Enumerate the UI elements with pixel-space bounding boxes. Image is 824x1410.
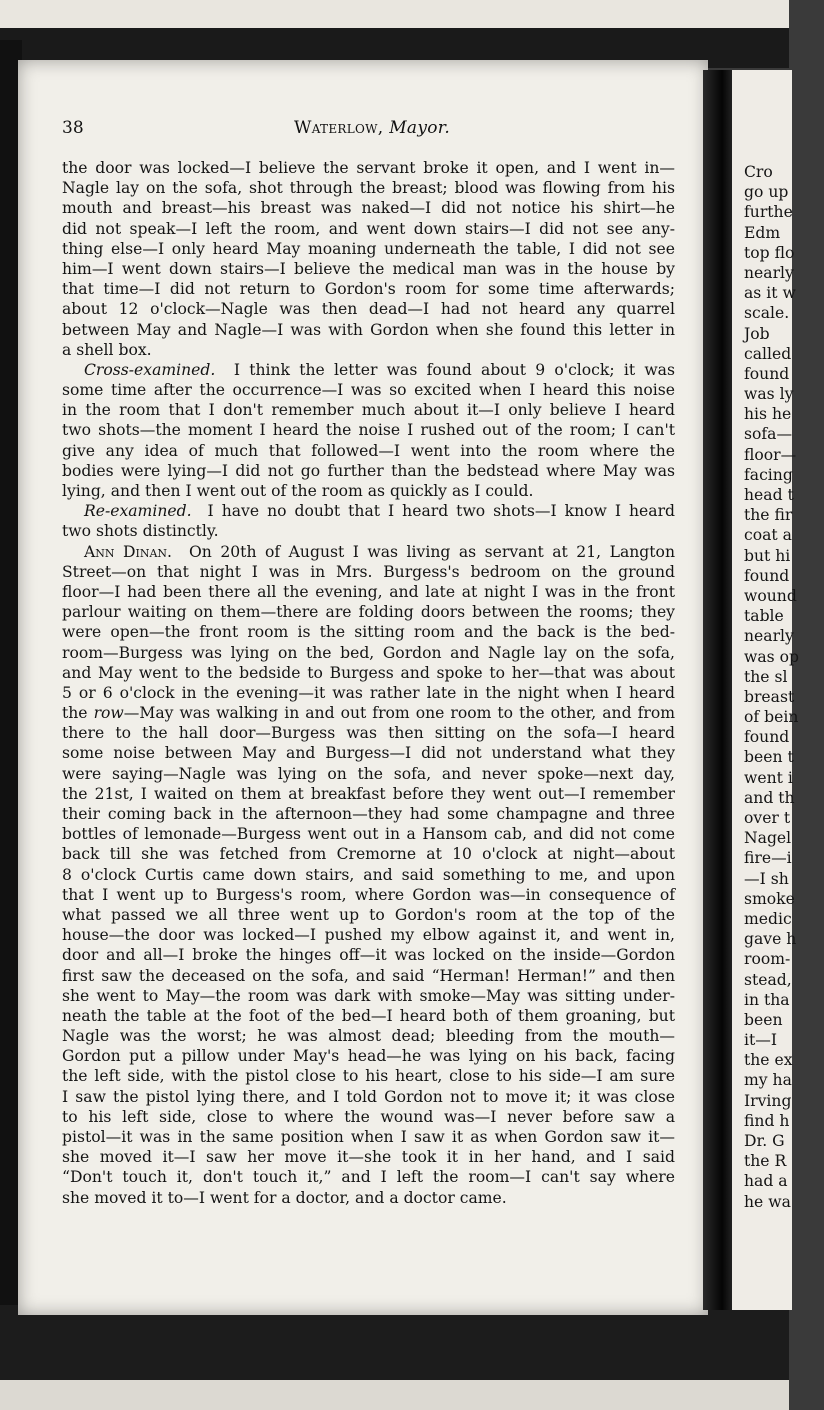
cross-examined-label: Cross-examined.: [84, 360, 216, 379]
right-page-fragment: Cro: [744, 163, 773, 181]
text-line: thing else—I only heard May moaning underneath the table, I did not see: [62, 239, 675, 258]
right-page-fragment: the R: [744, 1152, 787, 1171]
text-line: bottles of lemonade—Burgess went out in a Hansom cab, and did not come: [62, 825, 675, 844]
text-line: were open—the front room is the sitting room and the back is the bed-: [62, 623, 675, 642]
right-page-fragment: furthe: [744, 203, 793, 222]
text-line-content: I think the letter was found about 9 o'clock; it was: [233, 360, 675, 379]
right-page-fragment: my ha: [744, 1071, 792, 1090]
right-page-fragment: Nagel: [744, 829, 792, 848]
text-line: parlour waiting on them—there are folding doors between the rooms; they: [62, 603, 675, 622]
right-page-fragment: had a: [744, 1172, 788, 1191]
text-line: what passed we all three went up to Gordon's room at the top of the: [62, 905, 675, 924]
text-line: the door was locked—I believe the servant broke it open, and I went in—: [62, 159, 675, 177]
book-gutter: [703, 70, 735, 1310]
right-page-fragment: stead,: [744, 970, 792, 989]
right-page-fragment: fire—i: [744, 849, 792, 868]
page-header: [62, 118, 682, 142]
scan-margin-bottom: [0, 1380, 789, 1410]
right-page-fragment: Irving: [744, 1091, 792, 1110]
text-line: lying, and then I went out of the room as quickly as I could.: [62, 482, 534, 500]
right-page-fragment: coat a: [744, 526, 792, 545]
right-page-fragment: the ex: [744, 1051, 793, 1070]
witness-name: Ann Dinan.: [84, 542, 173, 561]
the-word: the: [62, 704, 88, 723]
right-page-fragment: he wa: [744, 1192, 791, 1211]
right-page-fragment: went i: [744, 768, 793, 787]
page-number: 38: [62, 118, 84, 138]
text-line-content: On 20th of August I was living as servant at 21, Langton: [189, 542, 675, 561]
right-page-fragment: nearly: [744, 627, 794, 646]
right-page-fragment: scale.: [744, 304, 790, 323]
text-line: and May went to the bedside to Burgess and spoke to her—that was about: [62, 663, 675, 682]
text-line: that time—I did not return to Gordon's room for some time afterwards;: [62, 280, 675, 299]
right-page-fragment: wound: [744, 586, 797, 605]
right-page-fragment: —I sh: [744, 869, 789, 888]
text-line: their coming back in the afternoon—they had some champagne and three: [62, 805, 675, 823]
right-page-fragment: but hi: [744, 546, 791, 565]
text-line: 8 o'clock Curtis came down stairs, and said something to me, and upon: [62, 865, 675, 884]
right-page-fragment: it—I: [744, 1031, 778, 1050]
running-head-case: Waterlow,: [293, 118, 384, 138]
text-line: I saw the pistol lying there, and I told Gordon not to move it; it was close: [62, 1087, 675, 1106]
text-line: the 21st, I waited on them at breakfast before they went out—I remember: [62, 784, 675, 803]
right-page-fragment: in tha: [744, 990, 790, 1009]
text-line: first saw the deceased on the sofa, and said “Herman! Herman!” and then: [62, 966, 675, 985]
right-page-fragment: medic: [744, 909, 792, 928]
text-line: there to the hall door—Burgess was then sitting on the sofa—I heard: [62, 724, 675, 743]
right-page-fragment: of bein: [744, 708, 799, 727]
right-page-fragment: and th: [744, 788, 795, 807]
right-page-fragment: Edm: [744, 223, 781, 242]
right-page-fragment: facing: [744, 465, 793, 484]
right-page-fragment: the fir: [744, 506, 793, 525]
text-line: she went to May—the room was dark with smoke—May was sitting under-: [62, 986, 675, 1005]
right-page: [732, 70, 799, 1310]
right-page-fragment: smoke: [744, 889, 795, 908]
text-line-content: —May was walking in and out from one room to the other, and from: [123, 704, 675, 723]
text-line: room—Burgess was lying on the bed, Gordon and Nagle lay on the sofa,: [62, 643, 675, 662]
right-page-fragment: the sl: [744, 667, 788, 686]
text-line: the left side, with the pistol close to his heart, close to his side—I am sure: [62, 1067, 675, 1086]
right-page-fragment: been: [744, 1010, 783, 1029]
re-examined-label: Re-examined.: [84, 502, 192, 521]
text-line: pistol—it was in the same position when I saw it as when Gordon saw it—: [62, 1128, 675, 1146]
text-line: to his left side, close to where the wound was—I never before saw a: [62, 1107, 675, 1126]
text-line: that I went up to Burgess's room, where Gordon was—in consequence of: [62, 885, 675, 904]
row-line: [62, 703, 675, 723]
right-page-fragment: was ly: [744, 385, 794, 404]
text-line: Gordon put a pillow under May's head—he was lying on his back, facing: [62, 1047, 675, 1066]
text-line: door and all—I broke the hinges off—it was locked on the inside—Gordon: [62, 946, 675, 965]
text-line: Nagle was the worst; he was almost dead; bleeding from the mouth—: [62, 1027, 675, 1046]
text-line-content: I have no doubt that I heard two shots—I know I heard: [207, 502, 676, 521]
text-line: neath the table at the foot of the bed—I heard both of them groaning, but: [62, 1006, 675, 1025]
text-line: mouth and breast—his breast was naked—I did not notice his shirt—he: [62, 199, 675, 218]
text-line: a shell box.: [62, 340, 152, 359]
text-line: Nagle lay on the sofa, shot through the breast; blood was flowing from his: [62, 179, 675, 198]
re-examination-line: [62, 501, 675, 521]
right-page-text: [744, 162, 824, 1212]
right-page-fragment: go up: [744, 183, 789, 202]
text-line: some time after the occurrence—I was so excited when I heard this noise: [62, 381, 675, 400]
text-line: give any idea of much that followed—I went into the room where the: [62, 441, 675, 460]
right-page-fragment: sofa—: [744, 425, 793, 444]
text-line: floor—I had been there all the evening, and late at night I was in the front: [62, 582, 675, 601]
witness-line: [62, 542, 675, 562]
right-page-fragment: as it w: [744, 284, 796, 303]
text-line: she moved it—I saw her move it—she took it in her hand, and I said: [62, 1148, 675, 1167]
right-page-fragment: found: [744, 728, 790, 747]
right-page-fragment: nearly: [744, 263, 794, 282]
text-line: between May and Nagle—I was with Gordon when she found this letter in: [62, 320, 675, 339]
right-page-fragment: found: [744, 566, 790, 585]
right-page-fragment: head t: [744, 486, 794, 504]
right-page-fragment: room-: [744, 950, 791, 969]
text-line: house—the door was locked—I pushed my elbow against it, and went in,: [62, 926, 675, 945]
text-line: two shots distinctly.: [62, 522, 219, 541]
right-page-fragment: found: [744, 364, 790, 383]
right-page-fragment: table: [744, 607, 784, 626]
right-page-fragment: Dr. G: [744, 1132, 785, 1150]
text-line: were saying—Nagle was lying on the sofa, and never spoke—next day,: [62, 764, 675, 783]
right-page-fragment: Job: [744, 324, 770, 343]
text-line: “Don't touch it, don't touch it,” and I left the room—I can't say where: [62, 1168, 675, 1187]
text-line: did not speak—I left the room, and went down stairs—I did not see any-: [62, 219, 675, 238]
right-page-fragment: been t: [744, 748, 794, 767]
right-page-fragment: his he: [744, 405, 792, 424]
row-word: row: [93, 704, 124, 723]
text-line: in the room that I don't remember much about it—I only believe I heard: [62, 401, 675, 420]
text-line: him—I went down stairs—I believe the medical man was in the house by: [62, 259, 675, 278]
right-page-fragment: was op: [744, 647, 799, 666]
running-head: [62, 118, 682, 138]
right-page-fragment: breast: [744, 687, 795, 706]
text-line: 5 or 6 o'clock in the evening—it was rather late in the night when I heard: [62, 683, 675, 702]
text-line: some noise between May and Burgess—I did not understand what they: [62, 744, 675, 763]
text-line: she moved it to—I went for a doctor, and a doctor came.: [62, 1188, 507, 1207]
text-line: bodies were lying—I did not go further than the bedstead where May was: [62, 461, 675, 480]
text-line: back till she was fetched from Cremorne at 10 o'clock at night—about: [62, 845, 675, 864]
right-page-fragment: over t: [744, 809, 791, 827]
right-page-fragment: gave h: [744, 930, 797, 949]
right-page-fragment: floor—: [744, 445, 797, 464]
cross-examination-line: [62, 360, 675, 380]
text-line: about 12 o'clock—Nagle was then dead—I had not heard any quarrel: [62, 300, 675, 319]
right-page-fragment: top flo: [744, 243, 795, 262]
testimony-text: [62, 158, 675, 1208]
text-line: Street—on that night I was in Mrs. Burgess's bedroom on the ground: [62, 562, 675, 581]
right-page-fragment: find h: [744, 1111, 790, 1130]
text-line: two shots—the moment I heard the noise I rushed out of the room; I can't: [62, 421, 675, 440]
right-page-fragment: called: [744, 344, 792, 363]
running-head-office: Mayor.: [389, 118, 451, 138]
